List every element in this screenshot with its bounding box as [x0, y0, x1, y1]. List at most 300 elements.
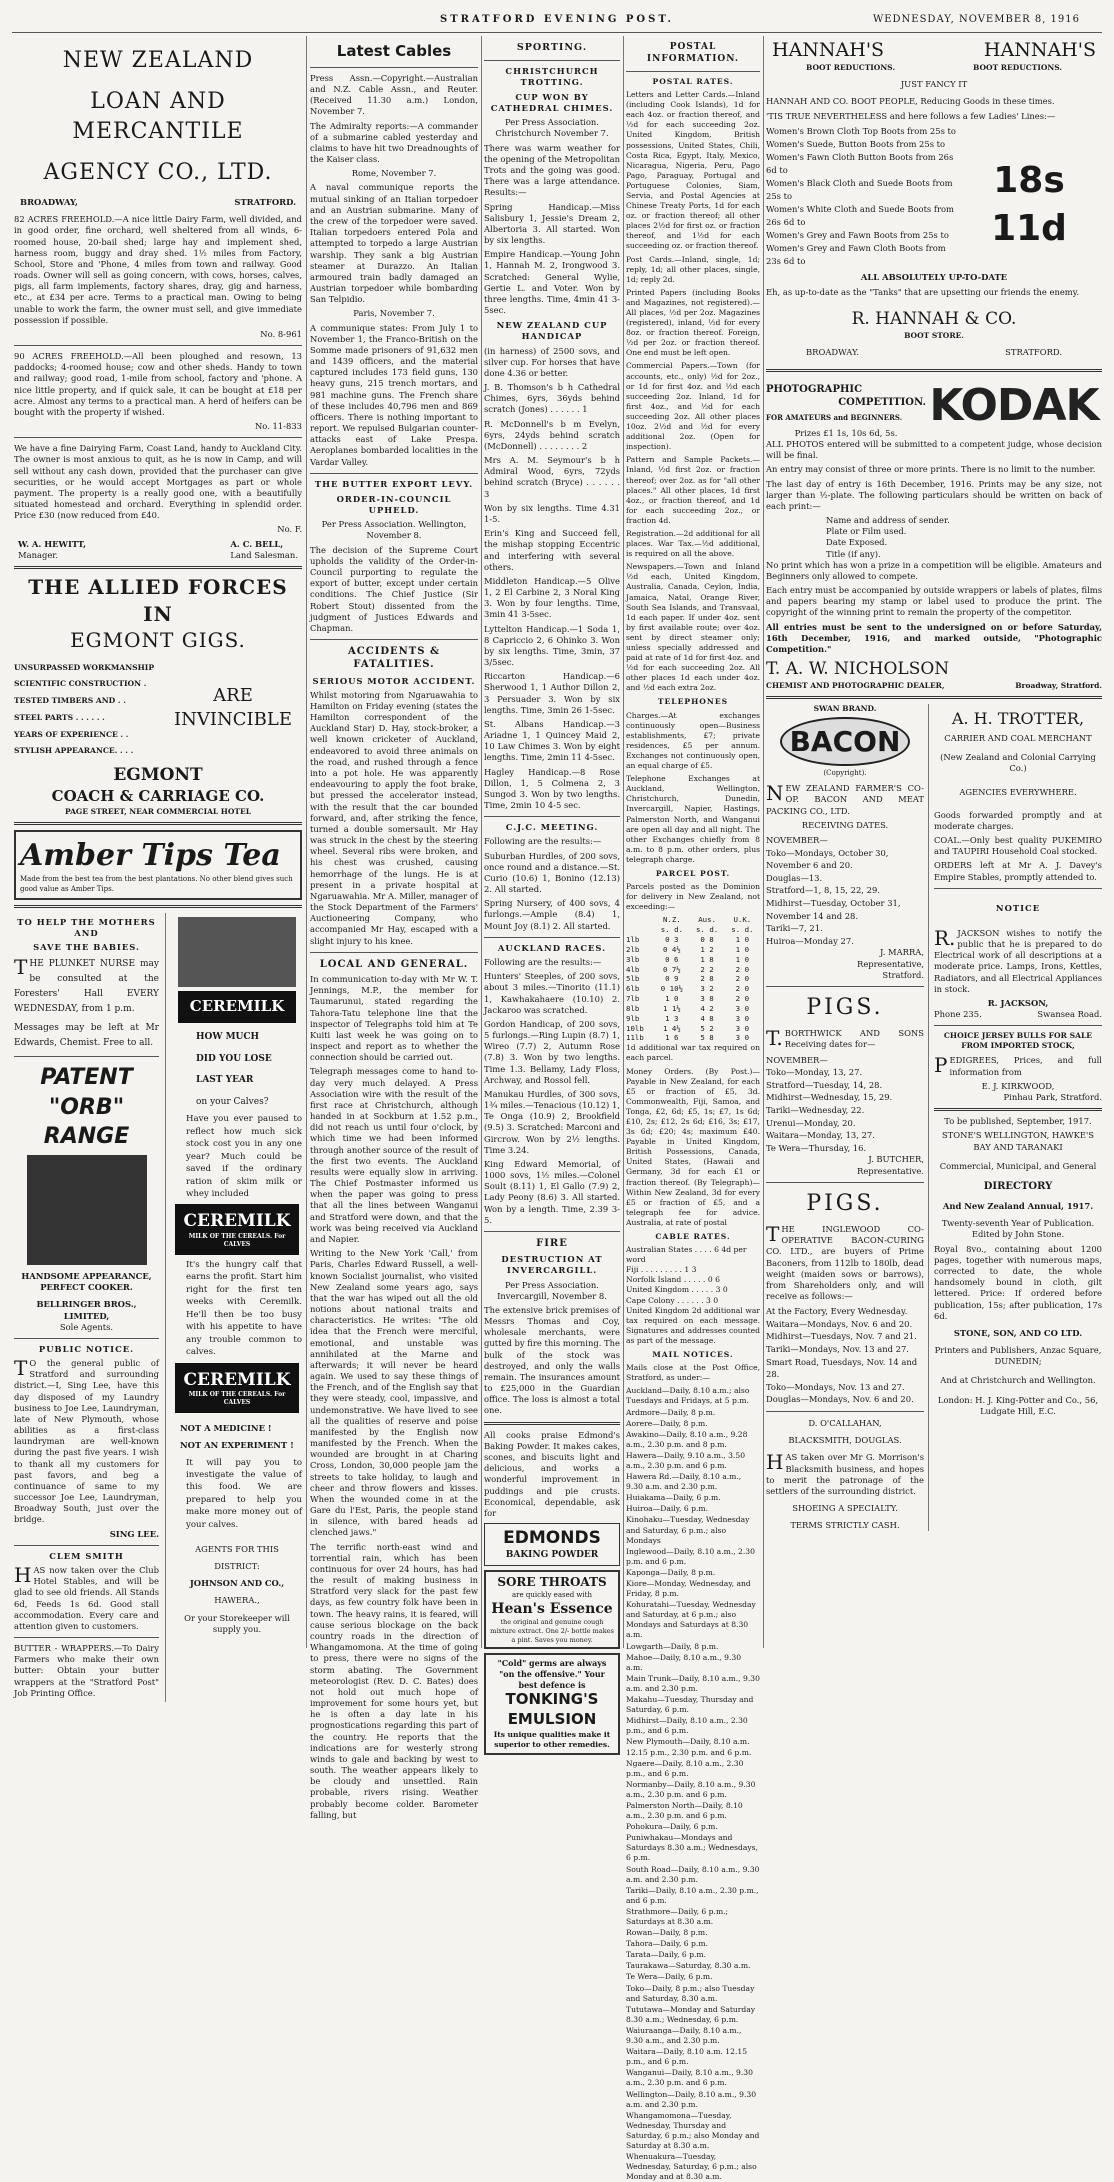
mail-item: Tariki—Daily, 8.10 a.m., 2.30 p.m., and 6 p.m. — [626, 1885, 759, 1905]
ceremilk-logo-2 — [175, 1204, 299, 1255]
heans-essence-ad — [484, 1570, 620, 1650]
nz-loan-title-2: LOAN AND MERCANTILE — [72, 89, 244, 144]
article-subheading: SERIOUS MOTOR ACCIDENT. — [312, 675, 476, 686]
dateline: Per Press Association. Christchurch November 7. — [495, 117, 609, 139]
ad-brand: Hean's Essence — [491, 1600, 613, 1617]
list-item: STYLISH APPEARANCE. . . . — [14, 746, 134, 756]
column-2 — [310, 38, 478, 1820]
ad-text: are quickly eased with — [511, 1590, 592, 1599]
divider — [14, 1056, 159, 1057]
article-heading: AUCKLAND RACES. — [497, 942, 607, 953]
table-row — [626, 1014, 760, 1024]
nzf-text: NEW ZEALAND FARMER'S CO-OP. BACON AND MEAT PACKING CO., LTD. — [766, 781, 924, 816]
mail-item: Whenuakura—Tuesday, Wednesday, Saturday, 6 p.m.; also Monday and at 8.30 a.m. — [626, 2152, 757, 2182]
notice-heading: NOTICE — [995, 902, 1041, 913]
divider — [14, 1545, 159, 1546]
postal-text: Pattern and Sample Packets.—Inland, ½d first 2oz. or fraction thereof; over 2oz. as for "all other places." All other places, 1d first 4oz., or fraction thereof, and 1d for each succeeding 2oz., or fraction 4d. — [626, 455, 760, 525]
orb-title-3: RANGE — [43, 1123, 130, 1149]
lower-left — [14, 913, 159, 1702]
article-text: There was warm weather for the opening of the Metropolitan Trots and the going was good. There was a large attendance. Results:— — [484, 142, 620, 198]
sporting-heading: SPORTING. — [516, 42, 588, 53]
mail-item: Rowan—Daily, 8 p.m. — [626, 1928, 708, 1938]
table-cell: 4 2 — [700, 1003, 714, 1013]
article-text: Following are the results:— — [484, 836, 602, 847]
article-text: Spring Handicap.—Miss Salisbury 1, Jessie's Dream 2, Albertoria 3. All started. Won by six lengths. — [484, 201, 620, 246]
mail-item: Inglewood—Daily, 8.10 a.m., 2.30 p.m. and 6 p.m. — [626, 1546, 755, 1566]
table-cell: 1 6 — [665, 1033, 679, 1043]
table-cell: 2 0 — [735, 974, 750, 984]
list-item: Waitara—Monday, 13, 27. — [766, 1130, 875, 1141]
clem-smith-heading: CLEM SMITH — [49, 1550, 124, 1561]
column-divider — [763, 36, 764, 1648]
divider — [766, 696, 1102, 699]
table-cell: 1 8 — [700, 954, 714, 964]
divider — [484, 1422, 620, 1425]
article-text: Telegraph messages come to hand to-day very much delayed. A Press Association wire with the result of the first race at Christchurch, although handed in at Sockburn at 1.52 p.m., did not reach us until four o'clock, by which time we had been informed through another source of the result of the first two events. The Auckland results were equally slow in arriving. The Chief Postmaster informed us when the paper was going to press that all the lines between Wanganui and Stratford were down, and that the work was being received via Auckland and Napier. — [310, 1066, 478, 1244]
directory-title-3: DIRECTORY — [983, 1180, 1053, 1192]
mail-item: Huiroa—Daily, 6 p.m. — [626, 1504, 708, 1514]
table-row — [626, 935, 760, 945]
list-item: Stratford—Tuesday, 14, 28. — [766, 1079, 883, 1090]
table-cell: U.K. — [733, 915, 752, 925]
listing-number: No. 8-961 — [260, 328, 302, 339]
table-cell: 1lb — [626, 935, 640, 945]
ceremilk-ad — [165, 913, 302, 1702]
ad-text: the original and genuine cough mixture extract. One 2/- bottle makes a pint. Saves you money. — [490, 1618, 614, 1644]
mail-item: Main Trunk—Daily, 8.10 a.m., 9.30 a.m. and 2.30 p.m. — [626, 1673, 760, 1693]
hannah-text: 'TIS TRUE NEVERTHELESS and here follows a few Ladies' Lines:— — [766, 110, 1056, 121]
plunket-text-2: Messages may be left at Mr Edwards, Chemist. Free to all. — [14, 1022, 159, 1048]
cable-rate: Australian States . . . . 6 4d per word — [626, 1245, 747, 1265]
hannah-title: HANNAH'S — [772, 39, 885, 61]
table-cell: 11lb — [626, 1033, 644, 1043]
jersey-heading-2: FROM IMPORTED STOCK, — [961, 1041, 1075, 1051]
boot-store: BOOT STORE. — [904, 330, 964, 340]
dateline: Per Press Association. Wellington, November 8. — [321, 519, 467, 541]
postal-text: Post Cards.—Inland, single, 1d; reply, 1d; all other places, single, 1d; reply 2d. — [626, 254, 760, 284]
mail-item: Tahora—Daily, 6 p.m. — [626, 1939, 708, 1949]
postal-text: Letters and Letter Cards.—Inland (including Cook Islands), 1d for each 4oz. or fraction thereof, and ½d for each succeeding 2oz. United Kingdom, British possessions, United States, Chili, Costa Rica, Egypt, Italy, Mexico, Nicaragua, Nigeria, Peru, Pago Pago, Paraguay, Portugal and Portuguese Colonies, Siam, Servia, and Postal Agencies at Chinese Treaty Ports, 1d for each oz. or fraction thereof; all other places 2½d for first oz. or fraction thereof, and 1½d for each succeeding oz. or fraction thereof. — [626, 90, 760, 251]
mail-item: Mahoe—Daily, 8.10 a.m., 9.30 a.m. — [626, 1652, 742, 1672]
signature-name: A. C. BELL, — [230, 538, 284, 549]
photo-subtitle: FOR AMATEURS and BEGINNERS. — [766, 412, 903, 422]
edmonds-brand: EDMONDS — [503, 1528, 601, 1549]
table-cell — [626, 915, 654, 925]
photo-text: An entry may consist of three or more prints. There is no limit to the number. — [766, 464, 1096, 475]
list-item: Douglas—13. — [766, 872, 823, 883]
photo-prizes: Prizes £1 1s, 10s 6d, 5s. — [794, 427, 898, 438]
boot-line: Women's Fawn Cloth Button Boots from 26s 6d to — [766, 151, 954, 175]
boots-list — [766, 125, 956, 268]
question-line: DID YOU LOSE — [196, 1053, 272, 1064]
table-cell: 3 2 — [700, 984, 714, 994]
logo-word: CEREMILK — [183, 1369, 291, 1390]
postal-subheading: POSTAL RATES. — [652, 76, 734, 86]
article-heading: LOCAL AND GENERAL. — [319, 958, 469, 970]
nicholson-trade: CHEMIST AND PHOTOGRAPHIC DEALER, — [766, 680, 945, 690]
table-cell: s. d. — [660, 925, 683, 935]
nz-listing-1: 82 ACRES FREEHOLD.—A nice little Dairy Farm, well divided, and in good order, fine orchard, well sheltered from all winds, 6-roomed house, 20-bail shed; large hay and implement shed, harness room, buggy and dray shed. 1½ miles from Factory, School, Store and 'Phone, 4 miles from town and railway. Good roads. Owner will sell as going concern, with cows, horses, calves, pigs, all farm implements, factory shares, dray, gig and harness, etc., at £34 per acre. Terms to a practical man. Owing to being unable to work the farm, the owner must sell, and give immediate possession if possible. — [14, 214, 302, 325]
mail-item: Awakino—Daily, 8.10 a.m., 9.28 a.m., 2.30 p.m. and 8 p.m. — [626, 1429, 748, 1449]
mail-item: Te Wera—Daily, 6 p.m. — [626, 1972, 713, 1982]
article-text: Lyttelton Handicap.—1 Soda 1, 8 Capriccio 2, 6 Ohinko 3. Won by six lengths. Time, 3min, 37 3/5sec. — [484, 623, 620, 668]
signature-title: Manager. — [18, 549, 59, 560]
just-fancy: JUST FANCY IT — [900, 79, 968, 90]
divider — [310, 952, 478, 953]
table-cell: 1 2 — [700, 944, 714, 954]
mail-item: Toko—Daily, 8 p.m.; also Tuesday and Saturday, 8.30 a.m. — [626, 1983, 755, 2003]
agents-line: DISTRICT: — [214, 1561, 260, 1572]
column-1 — [14, 38, 302, 1698]
table-cell: 1 0 — [735, 954, 750, 964]
nicholson-name: T. A. W. NICHOLSON — [766, 659, 950, 680]
plunket-heading: TO HELP THE MOTHERS AND — [17, 916, 156, 939]
nz-listing-2: 90 ACRES FREEHOLD.—All been ploughed and resown, 13 paddocks; 4-roomed house; cow and other sheds. Handy to town and railway; good road, 1-mile from school, factory and 'phone. A nice little property, and if quick sale, it can be bought at £18 per acre. Almost any terms to a practical man. A herd of heifers can be bought with the property if wished. — [14, 351, 302, 417]
list-item: Tariki—Mondays, Nov. 13 and 27. — [766, 1344, 909, 1355]
postal-heading: POSTAL INFORMATION. — [646, 42, 740, 64]
list-item: YEARS OF EXPERIENCE . . — [14, 729, 129, 739]
list-item: Name and address of sender. — [826, 515, 950, 526]
list-item: Toko—Mondays, October 30, November 6 and 20. — [766, 847, 889, 871]
postal-text: United Kingdom 2d additional war tax required on each message. Signatures and addresses counted as part of the message. — [626, 1305, 760, 1345]
hannah-text: HANNAH AND CO. BOOT PEOPLE, Reducing Goods in these times. — [766, 96, 1055, 107]
table-cell: 10lb — [626, 1023, 644, 1033]
question-line: HOW MUCH — [196, 1031, 260, 1042]
list-item: Toko—Monday, 13, 27. — [766, 1067, 863, 1078]
orb-agent: BELLRINGER BROS., LIMITED, — [36, 1299, 137, 1321]
mail-item: Kinohaku—Tuesday, Wednesday and Saturday, 6 p.m.; also Mondays — [626, 1515, 750, 1545]
address-right: STRATFORD. — [234, 197, 296, 207]
divider — [14, 566, 302, 569]
jackson-contact — [934, 1009, 1102, 1020]
trotter-co: (New Zealand and Colonial Carrying Co.) — [940, 752, 1096, 774]
divider — [484, 937, 620, 938]
table-cell: 7lb — [626, 994, 640, 1004]
list-item: Title (if any). — [826, 548, 881, 559]
boots-block — [766, 125, 1102, 268]
list-item: UNSURPASSED WORKMANSHIP — [14, 662, 155, 672]
nicholson-address: Broadway, Stratford. — [1015, 680, 1102, 690]
list-item: Waitara—Mondays, Nov. 6 and 20. — [766, 1318, 913, 1329]
nz-loan-signatures — [18, 539, 298, 561]
table-cell: 3 0 — [735, 1013, 750, 1023]
inglewood-text: THE INGLEWOOD CO-OPERATIVE BACON-CURING CO. LTD., are buyers of Prime Baconers, from 112lb to 180lb, dead weight (maiden sows or barrows), from Shareholders only, and will receive as follows:— — [766, 1222, 924, 1302]
photo-text: The last day of entry is 16th December, 1916. Prints may be any size, not larger than ½-plate. The following particulars should be written on back of each print:— — [766, 478, 1102, 511]
col5-left — [766, 704, 928, 1532]
jackson-phone: Phone 235. — [934, 1009, 982, 1020]
nz-listing-3: We have a fine Dairying Farm, Coast Land, handy to Auckland City. The owner is most anxious to quit, as he is now in Camp, and will sell without any cash down, provided that the purchaser can give securities, or he would accept Mortgages as part or whole payment. The property is a really good one, with a beautifully situated homestead and orchard. Everything in splendid order. Price £30 (now reduced from £40. — [14, 443, 302, 521]
table-row — [626, 955, 760, 965]
logo-subtitle: MILK OF THE CEREALS. For CALVES — [188, 1233, 286, 1249]
slogan-are: ARE — [213, 684, 253, 706]
ad-brand-2: EMULSION — [507, 1710, 597, 1729]
postal-text: Charges.—At exchanges continuously open—Business establishments, £7; private residences, £5 per annum. Exchanges not continuously open, an equal charge of £5. — [626, 710, 760, 771]
divider — [484, 1231, 620, 1232]
article-text: Riccarton Handicap.—6 Sherwood 1, 1 Author Dillon 2, 3 Persuader 3. Won by six lengths. Time, 3min 26 1-5sec. — [484, 671, 620, 715]
orb-title: PATENT — [40, 1065, 133, 1091]
list-item: Toko—Mondays, Nov. 13 and 27. — [766, 1381, 905, 1392]
signature-title: Land Salesman. — [230, 549, 298, 560]
list-item: Tariki—7, 21. — [766, 923, 823, 934]
article-subheading: CUP WON BY CATHEDRAL CHIMES. — [490, 91, 614, 114]
boot-line: Women's Grey and Fawn Cloth Boots from 23s 6d to — [766, 242, 946, 266]
postal-text: Printed Papers (including Books and Magazines, not registered).—All places, ½d per 2oz. Magazines (registered), inland, ½d for every 8oz. or fraction thereof. Foreign, ½d per 2oz. or fraction thereof. One end must be left open. — [626, 287, 760, 358]
directory-text: London: H. J. King-Potter and Co., 56, Ludgate Hill, E.C. — [937, 1394, 1099, 1416]
table-cell: 1 3 — [665, 1013, 679, 1023]
postal-text: Commercial Papers.—Town (for accounts, etc., only) ½d for 2oz., or 1d for first 4oz. and ½d each succeeding 2oz. Inland, 1d for first 4oz., and ½d for each succeeding 2oz. All other places 10oz. 2½d and ½d for every additional 2oz. (Open for inspection). — [626, 361, 760, 452]
cable-rate: Norfolk Island . . . . . 0 6 — [626, 1275, 720, 1285]
divider — [934, 1025, 1102, 1026]
table-cell: 3 8 — [700, 994, 714, 1004]
list-item: Huiroa—Monday 27. — [766, 935, 854, 946]
article-text: Gordon Handicap, of 200 sovs, 5 furlongs.—Ring Lupin (8.7) 1, Wireo (7.7) 2, Autumn Rose (7.8) 3. Won by two lengths. Time 1.3. Bellamy, Lady Floss, Archway, and Rossol fell. — [484, 1018, 620, 1085]
cable-rate: United Kingdom . . . . . 3 0 — [626, 1285, 728, 1295]
article-text: Suburban Hurdles, of 200 sovs, once round and a distance.—St. Curio (10.6) 1, Bonino (12.13) 2. All started. — [484, 850, 620, 895]
divider — [766, 986, 924, 987]
photo-text: No print which has won a prize in a competition will be eligible. Amateurs and Beginners only allowed to compete. — [766, 559, 1102, 581]
table-cell: N.Z. — [662, 915, 681, 925]
boot-reductions — [766, 63, 1102, 73]
ceremilk-logo: CEREMILK — [178, 991, 296, 1023]
article-subheading: NEW ZEALAND CUP HANDICAP — [496, 320, 608, 342]
receiving-list — [766, 834, 924, 947]
directory-text: Twenty-seventh Year of Publication. Edited by John Stone. — [941, 1218, 1095, 1240]
cable-heading: CABLE RATES. — [655, 1232, 731, 1241]
nz-loan-title: NEW ZEALAND — [62, 48, 254, 73]
article-text: The terrific north-east wind and torrential rain, which has been continuous for over 24 hours, has had the result of making business in Stratford very slack for the past few days, as few country folk have been in town. The heavy rains, it is feared, will cause serious blockage on the back country roads in the direction of Whangamomona. At the time of going to press, there were no signs of the storm abating. The Government meteorologist (Rev. D. C. Bates) does not hold out much hope of improvement for some hours yet, but he is often a day late in his prognostications regarding this part of the country. He reports that the indications are for westerly strong winds to gale and backing by west to south. The weather appears likely to be cloudy and unsettled. Rain probable, rivers rising. Weather probably become colder. Barometer falling, but — [310, 1541, 478, 1820]
table-cell: 0 6 — [665, 954, 679, 964]
borthwick-list — [766, 1054, 924, 1155]
hannah-title: HANNAH'S — [983, 39, 1096, 61]
list-item: Smart Road, Tuesdays, Nov. 14 and 28. — [766, 1356, 918, 1380]
article-text: Writing to the New York 'Call,' from Paris, Charles Edward Russell, a well-known Socialist journalist, who visited New Zealand some years ago, says that the war has wiped out all the old notions about national traits and characteristics. He writes: "The old idea that the French were merciful, emotional, and unstable was annihilated at the Marne and afterwards; it will never be heard again. We used to say these things of the French, and of the English say that they were steady, cool, impassive, and undemonstrative. We have lived to see all the qualities of reserve and poise manifested by the English now manifested by the French. When the wounded are brought in at Charing Cross, London, 30,000 people jam the streets to take holiday, to laugh and cheer and throw flowers and kisses. When the wounded come in at the Gare du l'Est, Paris, the people stand in silence, with bared heads ad clenched jaws." — [310, 1248, 478, 1538]
table-cell: 4 8 — [700, 1013, 714, 1023]
boot-reductions-label: BOOT REDUCTIONS. — [806, 63, 895, 73]
mail-item: Whangamomona—Tuesday, Wednesday, Thursday and Saturday, 6 p.m.; also Monday and Saturday at 8.30 a.m. — [626, 2110, 760, 2150]
butter-wrappers-text: BUTTER - WRAPPERS.—To Dairy Farmers who make their own butter: Obtain your butter wrappers at the "Stratford Post" Job Printing Office. — [14, 1643, 159, 1698]
table-row — [626, 1024, 760, 1034]
mail-item: Midhirst—Daily, 8.10 a.m., 2.30 p.m., and 6 p.m. — [626, 1716, 748, 1736]
listing-number: No. 11-833 — [254, 421, 302, 432]
boot-line: Women's Suede, Button Boots from 25s to — [766, 138, 946, 149]
mail-item: Makahu—Tuesday, Thursday and Saturday, 6 p.m. — [626, 1695, 754, 1715]
photo-title-block — [766, 377, 926, 439]
list-item: Midhirst—Tuesdays, Nov. 7 and 21. — [766, 1331, 917, 1342]
list-item: TESTED TIMBERS AND . . — [14, 696, 126, 706]
ad-text: Its unique qualities make it superior to other remedies. — [493, 1730, 611, 1750]
table-cell: 3 0 — [735, 1033, 750, 1043]
table-cell: 2 2 — [700, 964, 714, 974]
mail-item: Waitara—Daily, 8.10 a.m. 12.15 p.m., and 6 p.m. — [626, 2047, 748, 2067]
directory-publisher: STONE, SON, AND CO LTD. — [953, 1327, 1083, 1338]
postal-text: Money Orders. (By Post.)—Payable in New Zealand, for each £5 or fraction of £5, 3d. Commonwealth, Fiji, Samoa, and Tonga, £2, 6d; £5, 1s; £7, 1s 6d; £10, 2s; £12, 2s 6d; £16, 3s; £17, 3s 6d; £20; 4s; maximum £40. Payable in United Kingdom, British Possessions, Canada, United States, (Hawaii and Germany, 3d for each £1 or fraction thereof. (By Telegraph)—Within New Zealand, 3d for every £5 or fraction of £5, and a telegraph fee for advice. Australia, at rate of postal — [626, 1066, 760, 1227]
trotter-agencies: AGENCIES EVERYWHERE. — [959, 786, 1077, 797]
jackson-text: R.JACKSON wishes to notify the public that he is prepared to do Electrical work of all descriptions at a moderate price. Lamps, Irons, Kettles, Radiators, and all Electrical Appliances in stock. — [934, 925, 1102, 994]
photo-title: PHOTOGRAPHIC — [766, 384, 863, 396]
public-notice-signature: SING LEE. — [109, 1528, 159, 1539]
mail-item: Tarata—Daily, 6 p.m. — [626, 1950, 707, 1960]
orb-sole: Sole Agents. — [59, 1321, 114, 1332]
table-cell: 5 8 — [700, 1033, 714, 1043]
divider — [14, 437, 302, 438]
borthwick-text: T.BORTHWICK AND SONS Receiving dates for— — [766, 1026, 924, 1051]
parcel-rates-table — [626, 915, 760, 1043]
divider — [934, 1108, 1102, 1111]
logo-word: CEREMILK — [183, 1211, 291, 1232]
boot-line: Women's White Cloth and Suede Boots from 26s 6d to — [766, 203, 954, 227]
mail-item: Kaponga—Daily, 8 p.m. — [626, 1567, 716, 1577]
logo-subtitle: MILK OF THE CEREALS. For CALVES — [188, 1391, 286, 1407]
directory-title-2: Commercial, Municipal, and General — [939, 1160, 1097, 1171]
directory-title-4: And New Zealand Annual, 1917. — [942, 1201, 1094, 1212]
postal-text: Newspapers.—Town and Inland ½d each, United Kingdom, Australia, Canada, Ceylon, India, Jamaica, Natal, Orange River, South Sea Islands, and Transvaal, 1d each paper. If under 4oz. sent by first available route; over 4oz. sent by direct steamer only; unless specially addressed and paid at rate of 1d for first 4oz. and ½d for each succeeding 2oz. All other places 1d each under 4oz. and ½d each extra 2oz. — [626, 562, 760, 693]
photo-text: All entries must be sent to the undersigned on or before Saturday, 16th December, 1916, and marked outside, "Photographic Competition." — [766, 621, 1102, 654]
inglewood-list — [766, 1305, 924, 1406]
plunket-heading-2: SAVE THE BABIES. — [33, 942, 140, 953]
ceremilk-agents — [172, 1541, 302, 1608]
mail-item: Hawera—Daily, 9.10 a.m., 3.50 a.m., 2.30 p.m. and 6 p.m. — [626, 1450, 746, 1470]
boot-reductions-label: BOOT REDUCTIONS. — [973, 63, 1062, 73]
allied-title: THE ALLIED FORCES IN — [28, 574, 288, 626]
table-cell: 2 0 — [735, 994, 750, 1004]
table-cell: 2 0 — [735, 964, 750, 974]
divider — [484, 816, 620, 817]
article-text: Empire Handicap.—Young John 1, Hannah M. 2, Irongwood 3. Scratched: General Wylie, Gertie L. and Voter. Won by three lengths. Time, 4min 41 3-5sec. — [484, 249, 620, 316]
copyright: (Copyright). — [823, 768, 867, 777]
trotter-trade: CARRIER AND COAL MERCHANT — [944, 733, 1092, 744]
divider — [14, 905, 302, 908]
clem-smith-text: HAS now taken over the Club Hotel Stables, and will be glad to see old friends. All Stands 6d, Feeds 1s 6d. Good stall accommodation. Every care and attention given to customers. — [14, 1562, 159, 1631]
plunket-text: THE PLUNKET NURSE may be consulted at the Foresters' Hall EVERY WEDNESDAY, from 1 p.m. — [14, 954, 159, 1015]
trotter-text: ORDERS left at Mr A. J. Davey's Empire Stables, promptly attended to. — [934, 860, 1102, 882]
directory-text: Royal 8vo., containing about 1200 pages, together with numerous maps, corrected to date, the whole handsomely bound in cloth, gilt lettered. Price: If ordered before publication, 15s; after publication, 17s 6d. — [934, 1243, 1102, 1321]
ocallahan-name: D. O'CALLAHAN, — [808, 1418, 882, 1429]
table-row — [626, 974, 760, 984]
table-row — [626, 925, 760, 935]
egmont-address: PAGE STREET, NEAR COMMERCIAL HOTEL — [65, 806, 251, 816]
table-row — [626, 1033, 760, 1043]
slogan-invincible: INVINCIBLE — [174, 708, 292, 730]
article-heading: FIRE — [536, 1237, 568, 1249]
orb-feature: HANDSOME APPEARANCE, — [21, 1271, 152, 1282]
divider — [310, 67, 478, 68]
cable-rate: Fiji . . . . . . . . . 1 3 — [626, 1265, 697, 1275]
postal-text: 1d additional war tax required on each parcel. — [626, 1043, 760, 1063]
public-notice-heading: PUBLIC NOTICE. — [38, 1343, 135, 1354]
article-subheading: DESTRUCTION AT INVERCARGILL. — [501, 1254, 603, 1276]
list-item: Tariki—Wednesday, 22. — [766, 1104, 865, 1115]
table-cell: 8lb — [626, 1003, 640, 1013]
orb-feature-2: PERFECT COOKER. — [40, 1282, 133, 1293]
article-text: Middleton Handicap.—5 Olive 1, 2 El Carbine 2, 3 Noral King 3. Won by four lengths. Time, 3min 41 3-5sec. — [484, 575, 620, 620]
photo-title-2: COMPETITION. — [838, 397, 926, 409]
ad-text: "Cold" germs are always "on the offensive." Your best defence is — [497, 1658, 607, 1690]
jersey-heading: CHOICE JERSEY BULLS FOR SALE — [943, 1031, 1093, 1041]
sig-line: Representative. — [857, 1165, 924, 1176]
ceremilk-text-2: It's the hungry calf that earns the profit. Start him right for the first ten weeks with Ceremilk. He'll then be too busy with his appetite to have any trouble common to calves. — [186, 1260, 302, 1358]
article-text: The extensive brick premises of Messrs Thomas and Coy, wholesale merchants, were gutted by fire this morning. The bulk of the stock was destroyed, and only the walls remain. The insurances amount to £25,000 in the Guardian office. The loss is almost a total one. — [484, 1304, 620, 1416]
parcel-heading: PARCEL POST. — [655, 868, 731, 878]
latest-cables-title: Latest Cables — [336, 42, 452, 60]
kodak-logo: KODAK — [929, 380, 1099, 432]
divider — [626, 71, 760, 72]
masthead-date: WEDNESDAY, NOVEMBER 8, 1916 — [872, 14, 1080, 25]
ceremilk-logo-3 — [175, 1363, 299, 1414]
table-cell: 5lb — [626, 974, 640, 984]
column-divider — [306, 36, 307, 1648]
table-cell: 3lb — [626, 954, 640, 964]
article-text: St. Albans Handicap.—3 Ariadne 1, 1 Quincey Maid 2, 10 Law Chimes 3. Won by eight lengths. Time, 2min 11 4-5sec. — [484, 718, 620, 763]
amber-tips-logo: Amber Tips Tea — [20, 837, 281, 873]
r-hannah-name: R. HANNAH & CO. — [851, 309, 1017, 330]
receiving-dates: RECEIVING DATES. — [801, 819, 889, 830]
table-cell: 0 9 — [665, 974, 679, 984]
table-cell: s. d. — [731, 925, 754, 935]
postal-text: Mails close at the Post Office, Stratford, as under:— — [626, 1363, 760, 1383]
allied-slogan — [164, 660, 302, 760]
ocallahan-specialty: SHOEING A SPECIALTY. — [792, 1503, 898, 1514]
table-cell: 1 0 — [735, 935, 750, 945]
marra-sig — [766, 947, 924, 981]
ocallahan-text: HAS taken over Mr G. Morrison's Blacksmith business, and hopes to merit the patronage of the settlers of the surrounding district. — [766, 1450, 924, 1496]
mail-item: Strathmore—Daily, 6 p.m.; Saturdays at 8.30 a.m. — [626, 1906, 729, 1926]
list-item: Te Wera—Thursday, 16. — [766, 1142, 867, 1153]
agents-line: AGENTS FOR THIS — [195, 1544, 279, 1555]
agents-line: HAWERA., — [214, 1594, 260, 1605]
sig-line: J. MARRA, — [880, 947, 924, 958]
address-left: BROADWAY. — [806, 346, 860, 357]
table-cell: Aus. — [698, 915, 716, 925]
table-cell: 1 0 — [735, 944, 750, 954]
article-text: A naval communique reports the mutual sinking of an Italian torpedoer and an Austrian submarine. Many of the crew of the torpedoer were saved. Italian torpedoers entered Pola and attempted to torpedo a large Austrian warship. They sank a big Austrian steamer at Durazzo. An Italian armoured train badly damaged an Austrian torpedoer while bombarding San Telpidio. — [310, 182, 478, 305]
mail-item: Ngaere—Daily, 8.10 a.m., 2.30 p.m., and 6 p.m. — [626, 1758, 744, 1778]
lower-col5 — [766, 704, 1102, 1532]
article-heading: ACCIDENTS & FATALITIES. — [348, 646, 440, 671]
article-text: A communique states: From July 1 to November 1, the Franco-British on the Somme made prisoners of 91,632 men and 1439 officers, and the material captured includes 173 field guns, 130 heavy guns, 215 trench mortars, and 981 machine guns. The French share of these includes 40,796 men and 869 officers. There is nothing important to report. We repulsed Bulgarian counter-attacks east of Lake Prespa. Aeroplanes bombarded localities in the Vardar Valley. — [310, 322, 478, 467]
trotter-text: COAL.—Only best quality PUKEMIRO and TAUPIRI Household Coal stocked. — [934, 835, 1102, 857]
amber-tips-ad — [14, 830, 302, 900]
masthead-title: STRATFORD EVENING POST. — [440, 14, 674, 25]
divider — [310, 639, 478, 640]
article-text: Spring Nursery, of 400 sovs, 4 furlongs.—Ample (8.4) 1, Mount Joy (8.1) 2. All started. — [484, 898, 620, 931]
divider — [14, 1338, 159, 1339]
directory-text: To be published, September, 1917. — [944, 1116, 1092, 1127]
list-item: NOVEMBER— — [766, 834, 828, 845]
directory-text: Printers and Publishers, Anzac Square, DUNEDIN; — [934, 1345, 1102, 1367]
masthead — [0, 14, 1114, 34]
trotter-name: A. H. TROTTER, — [951, 708, 1085, 728]
edmonds-text: All cooks praise Edmond's Baking Powder. It makes cakes, scones, and biscuits light and delicious, and works a wonderful improvement in puddings and pie crusts. Economical, dependable, ask for — [484, 1429, 620, 1518]
article-text: J. B. Thomson's b h Cathedral Chimes, 6yrs, 36yds behind scratch (Jones) . . . . . . 1 — [484, 382, 620, 415]
boot-line: Women's Grey and Fawn Boots from 25s to — [766, 229, 949, 240]
mail-item: Aorere—Daily, 8 p.m. — [626, 1418, 708, 1428]
ceremilk-calf-picture — [178, 917, 296, 987]
signature-name: W. A. HEWITT, — [18, 538, 87, 549]
postal-text: Telephone Exchanges at Auckland, Wellington, Christchurch, Dunedin, Invercargill, Napier, Hastings, Palmerston North, and Wanganui are open all day and all night. The other Exchanges chiefly from 8 a.m. to 8 p.m. other orders, plus telegraph charge. — [626, 774, 760, 864]
mail-item: Tututawa—Monday and Saturday 8.30 a.m.; Wednesday, 6 p.m. — [626, 2004, 756, 2024]
table-row — [626, 915, 760, 925]
mail-item: Kiore—Monday, Wednesday, and Friday, 8 p.m. — [626, 1579, 751, 1599]
table-cell: 0 8 — [700, 935, 714, 945]
article-text: Following are the results:— — [484, 957, 602, 967]
table-cell: 2 0 — [735, 984, 750, 994]
mail-item: Taurakawa—Saturday, 8.30 a.m. — [626, 1961, 751, 1971]
jersey-address: Pinhau Park, Stratford. — [1003, 1091, 1102, 1102]
public-notice-text: TO the general public of Stratford and surrounding district.—I, Sing Lee, have this day disposed of my Laundry business to Joe Lee, Laundryman, late of New Plymouth, whose abilities as a first-class laundryman are well-known during the past five years. I wish to thank all my customers for past favors, and beg a continuance of same to my successor Joe Lee, Laundryman, Broadway South, just over the bridge. — [14, 1356, 159, 1525]
list-item: NOVEMBER— — [766, 1054, 828, 1065]
nz-loan-title-3: AGENCY CO., LTD. — [43, 159, 273, 185]
table-cell: 9lb — [626, 1013, 640, 1023]
